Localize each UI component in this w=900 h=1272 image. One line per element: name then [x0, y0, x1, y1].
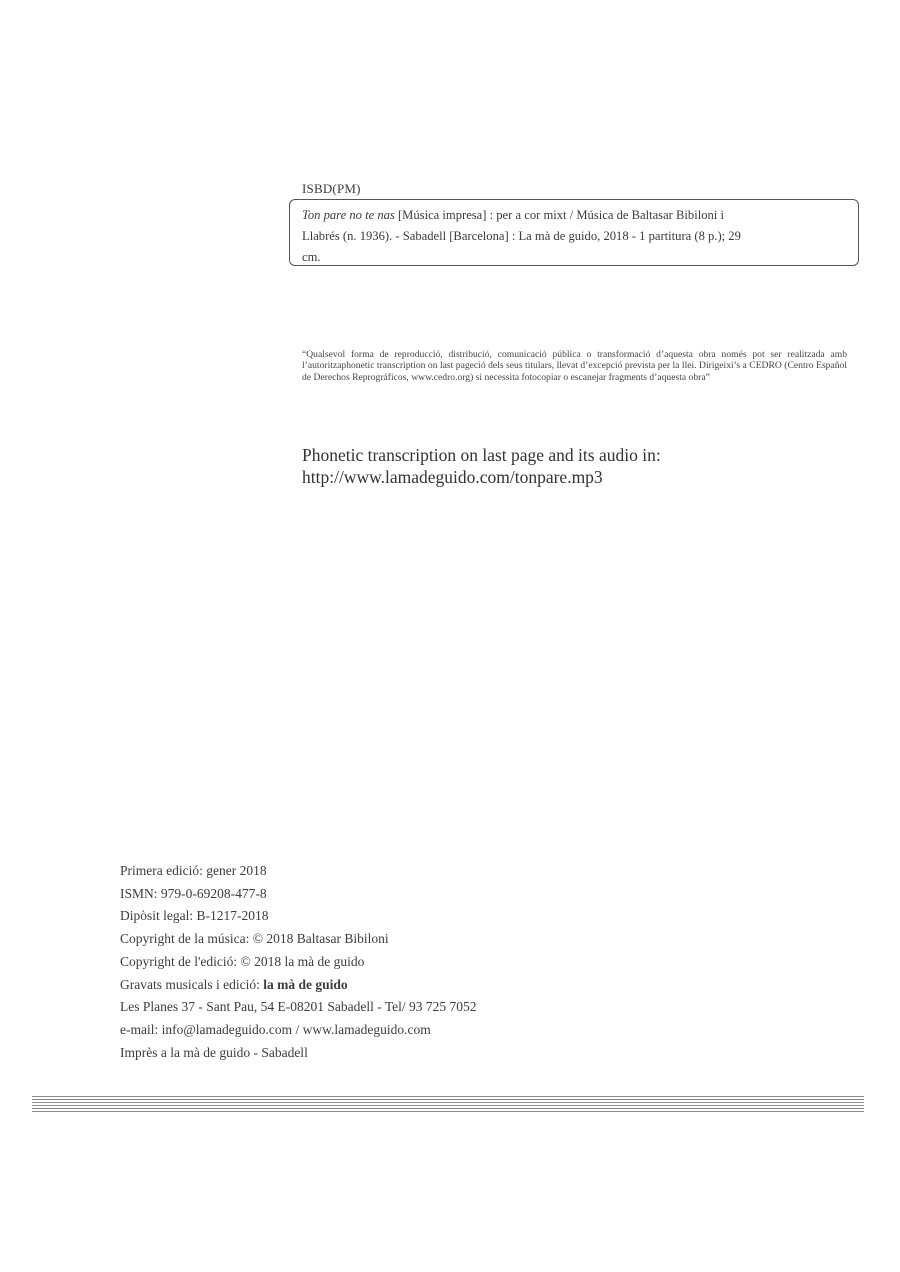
- copyright-legal-notice: “Qualsevol forma de reproducció, distribució, comunicació pública o transformació d’aquesta obra només pot ser realitzada amb l’autoritzaphonetic transcription on last pageció dels seus titulars, llevat d’excepció prevista per la llei. Dirigeixi’s a CEDRO (Centro Español de Derechos Reprográficos, www.cedro.org) si necessita fotocopiar o escanejar fragments d’aquesta obra”: [302, 349, 847, 383]
- ismn: ISMN: 979-0-69208-477-8: [120, 885, 267, 901]
- publisher-name: la mà de guido: [263, 976, 348, 992]
- isbd-line-2: Llabrés (n. 1936). - Sabadell [Barcelona] : La mà de guido, 2018 - 1 partitura (8 p.); 29: [302, 229, 741, 243]
- engraving-prefix: Gravats musicals i edició:: [120, 976, 264, 992]
- isbd-label: ISBD(PM): [302, 181, 361, 196]
- phonetic-line: Phonetic transcription on last page and its audio in:: [302, 445, 661, 465]
- printed-by: Imprès a la mà de guido - Sabadell: [120, 1044, 308, 1060]
- legal-deposit: Dipòsit legal: B-1217-2018: [120, 908, 269, 924]
- music-copyright: Copyright de la música: © 2018 Baltasar Bibiloni: [120, 931, 389, 947]
- phonetic-info: [302, 444, 661, 488]
- isbd-line-3: cm.: [302, 250, 321, 264]
- staff-lines-divider: [32, 1096, 864, 1112]
- isbd-record-box: [289, 199, 859, 266]
- isbd-line-1-rest: [Música impresa] : per a cor mixt / Música de Baltasar Bibiloni i: [394, 208, 724, 222]
- isbd-line-1: [302, 205, 848, 226]
- work-title: Ton pare no te nas: [302, 208, 395, 222]
- publication-credits: [120, 860, 477, 1064]
- first-edition: Primera edició: gener 2018: [120, 863, 267, 878]
- edition-copyright: Copyright de l'edició: © 2018 la mà de guido: [120, 953, 365, 969]
- publisher-address: Les Planes 37 - Sant Pau, 54 E-08201 Sabadell - Tel/ 93 725 7052: [120, 999, 477, 1015]
- publisher-contact: e-mail: info@lamadeguido.com / www.lamadeguido.com: [120, 1021, 431, 1037]
- engraving-credit: [120, 974, 477, 997]
- audio-url: http://www.lamadeguido.com/tonpare.mp3: [302, 467, 603, 487]
